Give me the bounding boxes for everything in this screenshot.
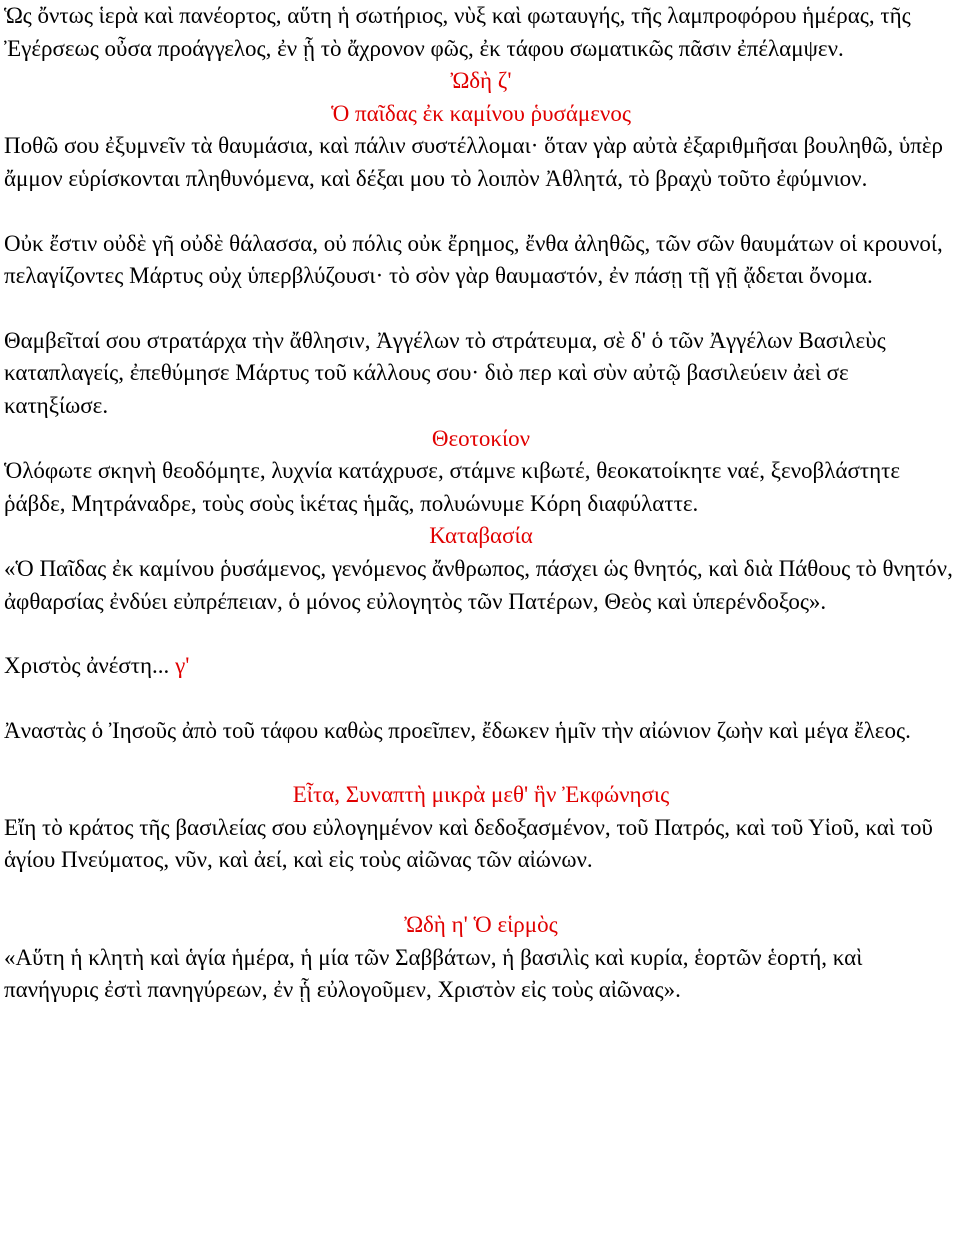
heading-ode-8: Ὠδὴ η' Ὁ εἱρμὸς [404, 912, 558, 938]
spacer [4, 196, 958, 228]
spacer [4, 293, 958, 325]
heading-ode-7: Ὠδὴ ζ' [450, 68, 512, 94]
heading-katavasia: Καταβασία [429, 523, 533, 549]
heading-irmos-ode-7: Ὁ παῖδας ἐκ καμίνου ῥυσάμενος [331, 100, 631, 126]
spacer [4, 877, 958, 909]
christ-is-risen-line [4, 650, 958, 683]
katavasia-text: «Ὁ Παῖδας ἐκ καμίνου ῥυσάμενος, γενόμενος ἄνθρωπος, πάσχει ὡς θνητός, καὶ διὰ Πάθους τὸ θνητόν, ἀφθαρσίας ἐνδύει εὐπρέπειαν, ὁ μόνος εὐλογητὸς τῶν Πατέρων, Θεὸς καὶ ὑπερένδοξος». [4, 555, 953, 614]
paragraph-night-of-resurrection: Ὡς ὄντως ἱερὰ καὶ πανέορτος, αὕτη ἡ σωτήριος, νὺξ καὶ φωταυγής, τῆς λαμπροφόρου ἡμέρας, τῆς Ἐγέρσεως οὖσα προάγγελος, ἐν ᾗ τὸ ἄχρονον φῶς, ἐκ τάφου σωματικῶς πᾶσιν ἐπέλαμψεν. [4, 3, 911, 61]
troparion-3: Θαμβεῖταί σου στρατάρχα τὴν ἄθλησιν, Ἀγγέλων τὸ στράτευμα, σὲ δ' ὁ τῶν Ἀγγέλων Βασιλεὺς καταπλαγείς, ἐπεθύμησε Μάρτυς τοῦ κάλλους σου· διὸ περ καὶ σὺν αὐτῷ βασιλεύειν ἀεὶ σε κατηξίωσε. [4, 327, 886, 418]
spacer [4, 683, 958, 715]
christ-is-risen-text: Χριστὸς ἀνέστη... [4, 653, 170, 679]
irmos-ode-8-text: «Αὕτη ἡ κλητὴ καὶ ἁγία ἡμέρα, ἡ μία τῶν Σαββάτων, ἡ βασιλὶς καὶ κυρία, ἑορτῶν ἑορτή, καὶ πανήγυρις ἐστὶ πανηγύρεων, ἐν ᾗ εὐλογοῦμεν, Χριστὸν εἰς τοὺς αἰῶνας». [4, 944, 863, 1003]
heading-small-litany: Εἶτα, Συναπτὴ μικρὰ μεθ' ἣν Ἐκφώνησις [292, 782, 670, 808]
hypakoe-text: Ἀναστὰς ὁ Ἰησοῦς ἀπὸ τοῦ τάφου καθὼς προεῖπεν, ἔδωκεν ἡμῖν τὴν αἰώνιον ζωὴν καὶ μέγα ἔλεος. [4, 717, 911, 743]
spacer [4, 618, 958, 650]
troparion-2: Οὐκ ἔστιν οὐδὲ γῆ οὐδὲ θάλασσα, οὐ πόλις οὐκ ἔρημος, ἔνθα ἀληθῶς, τῶν σῶν θαυμάτων οἱ κρουνοί, πελαγίζοντες Μάρτυς οὐχ ὑπερβλύζουσι· τὸ σὸν γὰρ θαυμαστόν, ἐν πάσῃ τῇ γῇ ᾄδεται ὄνομα. [4, 230, 943, 289]
repeat-count: γ' [175, 653, 190, 679]
heading-theotokion: Θεοτοκίον [431, 425, 531, 451]
theotokion-text: Ὁλόφωτε σκηνὴ θεοδόμητε, λυχνία κατάχρυσε, στάμνε κιβωτέ, θεοκατοίκητε ναέ, ξενοβλάστητε ῥάβδε, Μητράναδρε, τοὺς σοὺς ἱκέτας ἡμᾶς, πολυώνυμε Κόρη διαφύλαττε. [4, 458, 901, 516]
spacer [4, 747, 958, 779]
troparion-1: Ποθῶ σου ἐξυμνεῖν τὰ θαυμάσια, καὶ πάλιν συστέλλομαι· ὅταν γὰρ αὐτὰ ἐξαριθμῆσαι βουληθῶ, ὑπὲρ ἄμμον εὑρίσκονται πληθυνόμενα, καὶ δέξαι μου τὸ λοιπὸν Ἀθλητά, τὸ βραχὺ τοῦτο ἐφύμνιον. [4, 133, 943, 191]
ekphonesis-text: Εἴη τὸ κράτος τῆς βασιλείας σου εὐλογημένον καὶ δεδοξασμένον, τοῦ Πατρός, καὶ τοῦ Υἱοῦ, καὶ τοῦ ἁγίου Πνεύματος, νῦν, καὶ ἀεί, καὶ εἰς τοὺς αἰῶνας τῶν αἰώνων. [4, 814, 933, 873]
